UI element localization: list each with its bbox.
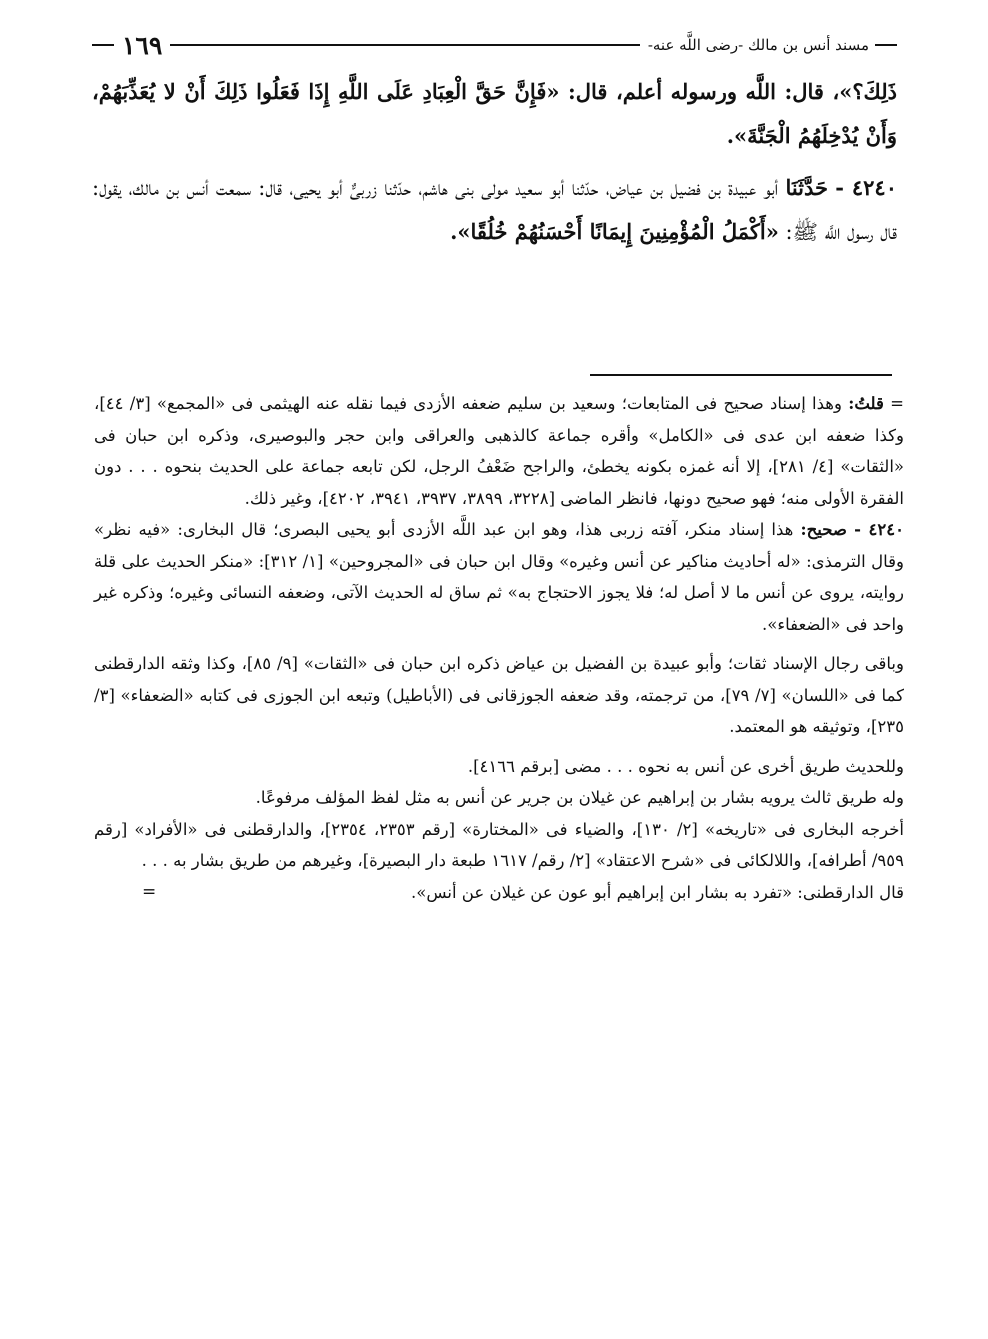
- isnad: أبو عبيدة بن فضيل بن عياض، حدّثنا أبو سعيد مولى بنى هاشم، حدّثنا زربىٌّ أبو يحيى، قال: سمعت أنس بن مالك، يقول: قال رسول اللَّه ﷺ:: [92, 176, 897, 244]
- footnotes: [94, 388, 904, 908]
- hadith-continuation: ذَلِكَ؟»، قال: اللَّه ورسوله أعلم، قال: «فَإِنَّ حَقَّ الْعِبَادِ عَلَى اللَّهِ إِذَا فَعَلُوا ذَلِكَ أَنْ لا يُعَذِّبَهُمْ، وَأَنْ يُدْخِلَهُمُ الْجَنَّةَ».: [92, 79, 897, 148]
- qultu-label: قلتُ:: [848, 394, 884, 413]
- page-header: [92, 28, 897, 62]
- hadith-number: ٤٢٤٠ -: [835, 175, 897, 200]
- note-daraqutni: [94, 877, 904, 909]
- note-qultu: [94, 388, 904, 514]
- end-marker: =: [142, 881, 157, 902]
- note-4240-text: هذا إسناد منكر، آفته زربى هذا، وهو ابن عبد اللَّه الأزدى أبو يحيى البصرى؛ قال البخارى: «فيه نظر» وقال الترمذى: «له أحاديث مناكير عن أنس وغيره» وقال ابن حبان فى «المجروحين» [١/ ٣١٢]: «منكر الحديث على قلة روايته، يروى عن أنس ما لا أصل له؛ فلا يجوز الاحتجاج به» ثم ساق له الحديث الآتى، وضعفه النسائى وغيره؛ وذكره غير واحد فى «الضعفاء».: [94, 520, 904, 634]
- daraqutni-text: قال الدارقطنى: «تفرد به بشار ابن إبراهيم أبو عون عن غيلان عن أنس».: [411, 882, 904, 902]
- continuation-marker: =: [890, 394, 904, 413]
- footnote-divider: [590, 374, 892, 376]
- note-akhrajahu: أخرجه البخارى فى «تاريخه» [٢/ ١٣٠]، والضياء فى «المختارة» [رقم ٢٣٥٣، ٢٣٥٤]، والدارقطنى فى «الأفراد» [رقم ٩٥٩/ أطرافه]، واللالكائى فى «شرح الاعتقاد» [٢/ رقم/ ١٦١٧ طبعة دار البصيرة]، وغيرهم من طريق بشار به . . .: [94, 819, 904, 870]
- note-grade: صحيح:: [800, 520, 847, 539]
- note-tariq-thalith: وله طريق ثالث يرويه بشار بن إبراهيم عن غيلان بن جرير عن أنس به مثل لفظ المؤلف مرفوعًا.: [255, 788, 904, 807]
- note-4240: [94, 514, 904, 640]
- page-number: ١٦٩: [122, 30, 163, 60]
- note-tariq-ukhra: وللحديث طريق أخرى عن أنس به نحوه . . . مضى [برقم ٤١٦٦].: [467, 756, 904, 776]
- header-tail-rule: [92, 44, 114, 46]
- haddathana: حَدَّثَنَا: [785, 175, 829, 200]
- running-title: مسند أنس بن مالك -رضى اللَّه عنه-: [647, 36, 869, 54]
- qultu-text: وهذا إسناد صحيح فى المتابعات؛ وسعيد بن سليم ضعفه الأزدى فيما نقله عنه الهيثمى فى «المجمع» [٣/ ٤٤]، وكذا ضعفه ابن عدى فى «الكامل» وأقره جماعة كالذهبى والعراقى وابن حجر والبوصيرى، وذكره ابن حبان فى «الثقات» [٤/ ٢٨١]، إلا أنه غمزه بكونه يخطئ، والراجح ضَعْفُ الرجل، لكن تابعه جماعة على الحديث بنحوه . . . دون الفقرة الأولى منه؛ فهو صحيح دونها، فانظر الماضى [٣٢٢٨، ٣٨٩٩، ٣٩٣٧، ٣٩٤١، ٤٢٠٢]، وغير ذلك.: [94, 394, 905, 508]
- hadith-4240: [92, 166, 897, 254]
- header-lead-rule: [875, 44, 897, 46]
- main-text: [92, 70, 897, 254]
- note-number: ٤٢٤٠ -: [854, 520, 904, 539]
- matn: «أَكْمَلُ الْمُؤْمِنِينَ إِيمَانًا أَحْسَنُهُمْ خُلُقًا».: [450, 219, 779, 244]
- note-rijal: وباقى رجال الإسناد ثقات؛ وأبو عبيدة بن الفضيل بن عياض ذكره ابن حبان فى «الثقات» [٩/ ٨٥]، وكذا وثقه الدارقطنى كما فى «اللسان» [٧/ ٧٩]، من ترجمته، وقد ضعفه الجوزقانى فى (الأباطيل) وتبعه ابن الجوزى فى كتابه «الضعفاء» [٣/ ٢٣٥]، وتوثيقه هو المعتمد.: [94, 654, 904, 736]
- header-rule: [170, 44, 640, 46]
